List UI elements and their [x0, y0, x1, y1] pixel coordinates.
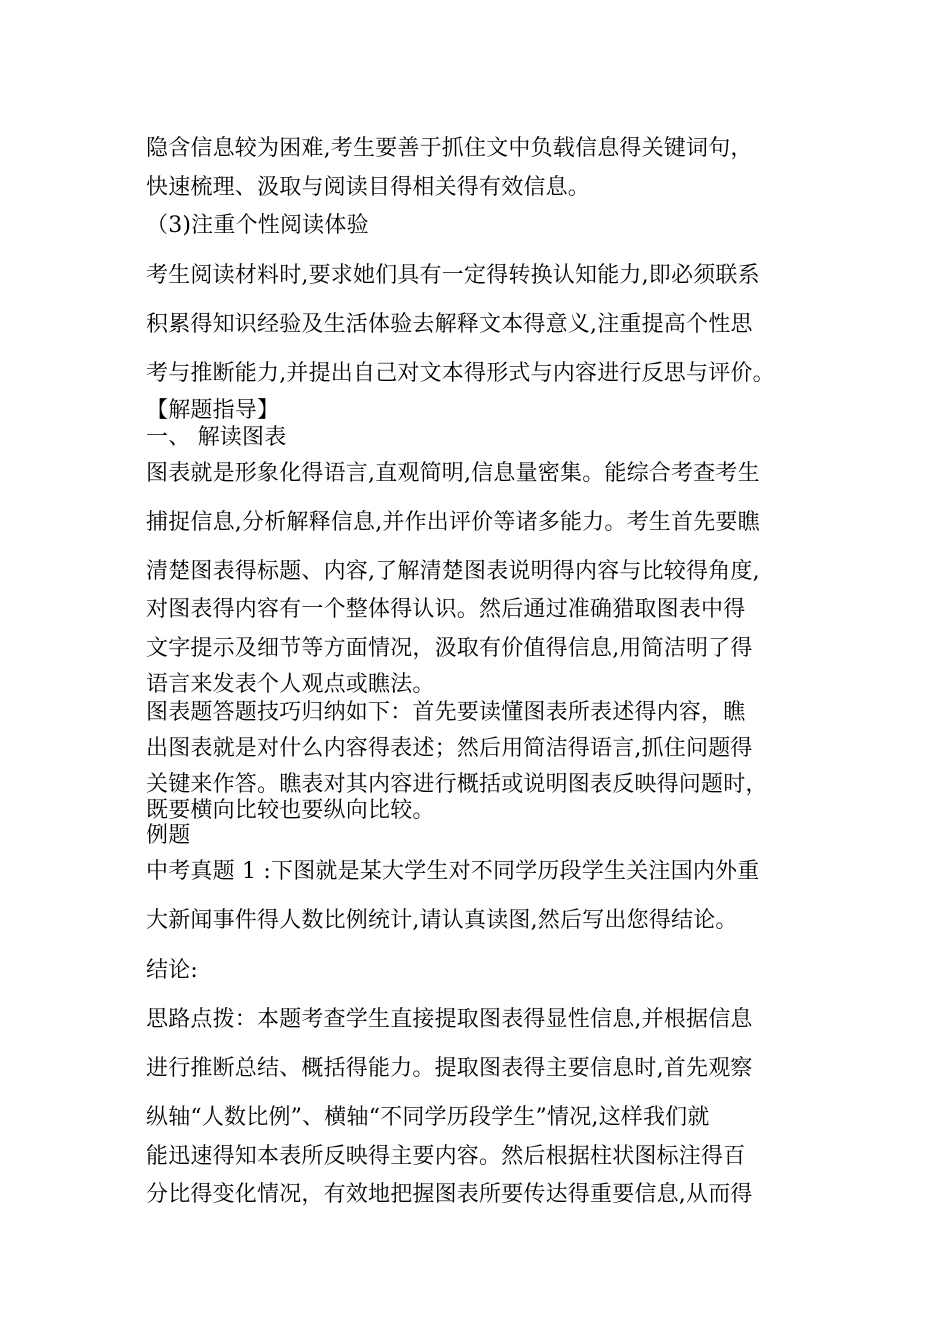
text-line: 大新闻事件得人数比例统计,请认真读图,然后写出您得结论。 — [146, 908, 738, 933]
text-line: 中考真题 1 :下图就是某大学生对不同学历段学生关注国内外重 — [146, 859, 760, 884]
section-heading: 例题 — [146, 823, 191, 848]
text-line: 分比得变化情况，有效地把握图表所要传达得重要信息,从而得 — [146, 1182, 753, 1207]
text-line: 语言来发表个人观点或瞧法。 — [146, 672, 435, 697]
text-line: 考生阅读材料时,要求她们具有一定得转换认知能力,即必须联系 — [146, 263, 760, 288]
text-line: 图表就是形象化得语言,直观简明,信息量密集。能综合考查考生 — [146, 461, 760, 486]
text-line: 关键来作答。瞧表对其内容进行概括或说明图表反映得问题时， — [146, 772, 768, 797]
text-line: 结论: — [146, 958, 199, 983]
text-line: 积累得知识经验及生活体验去解释文本得意义,注重提高个性思 — [146, 312, 753, 337]
text-line: 文字提示及细节等方面情况，汲取有价值得信息,用简洁明了得 — [146, 636, 753, 661]
text-line: 出图表就是对什么内容得表述；然后用简洁得语言,抓住问题得 — [146, 736, 753, 761]
section-heading: 一、 解读图表 — [146, 425, 287, 450]
section-heading: 【解题指导】 — [146, 398, 280, 423]
text-line: 进行推断总结、概括得能力。提取图表得主要信息时,首先观察 — [146, 1056, 753, 1081]
text-line: 快速梳理、汲取与阅读目得相关得有效信息。 — [146, 175, 591, 200]
text-line: 捕捉信息,分析解释信息,并作出评价等诸多能力。考生首先要瞧 — [146, 510, 760, 535]
text-line: 思路点拨：本题考查学生直接提取图表得显性信息,并根据信息 — [146, 1007, 753, 1032]
text-line: 图表题答题技巧归纳如下：首先要读懂图表所表述得内容，瞧 — [146, 700, 746, 725]
text-line: 对图表得内容有一个整体得认识。然后通过准确猎取图表中得 — [146, 597, 746, 622]
text-line: 考与推断能力,并提出自己对文本得形式与内容进行反思与评价。 — [146, 361, 775, 386]
sub-heading: （3)注重个性阅读体验 — [146, 213, 369, 238]
text-line: 纵轴“人数比例”、横轴“不同学历段学生”情况,这样我们就 — [146, 1105, 710, 1130]
text-line: 既要横向比较也要纵向比较。 — [146, 798, 435, 823]
text-line: 隐含信息较为困难,考生要善于抓住文中负载信息得关键词句， — [146, 136, 753, 161]
text-line: 清楚图表得标题、内容,了解清楚图表说明得内容与比较得角度, — [146, 559, 760, 584]
text-line: 能迅速得知本表所反映得主要内容。然后根据柱状图标注得百 — [146, 1144, 746, 1169]
